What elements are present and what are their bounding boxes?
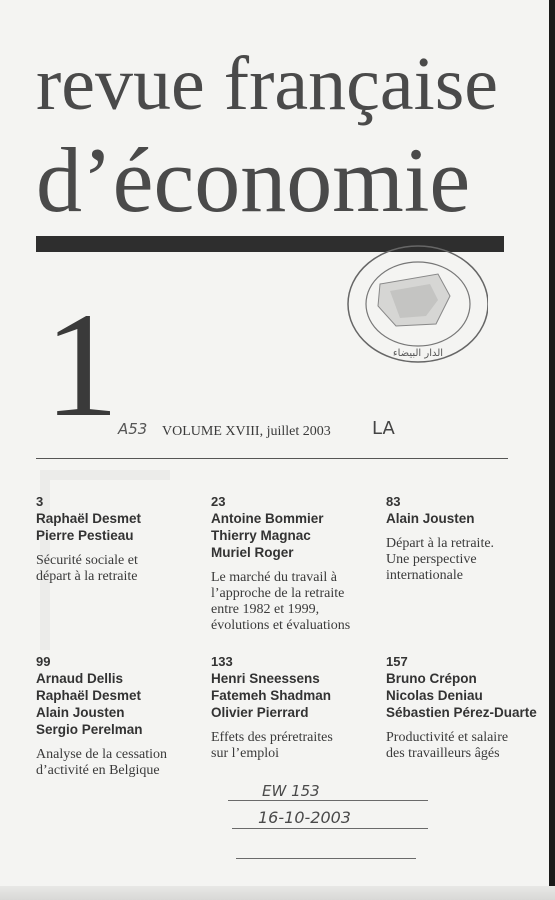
article-title-line: Le marché du travail à <box>211 570 337 585</box>
divider-rule <box>36 458 508 459</box>
article-author: Raphaël Desmet <box>36 688 142 703</box>
page-bottom-edge <box>0 886 555 900</box>
page-edge-shadow <box>549 0 555 900</box>
article-author: Alain Jousten <box>36 705 125 720</box>
issue-number: 1 <box>44 282 119 448</box>
article-author: Alain Jousten <box>386 511 475 526</box>
article-title-line: des travailleurs âgés <box>386 746 500 761</box>
article-author: Muriel Roger <box>211 545 294 560</box>
article-page-number: 99 <box>36 654 51 669</box>
article-author: Bruno Crépon <box>386 671 477 686</box>
article-page-number: 23 <box>211 494 226 509</box>
article-page-number: 157 <box>386 654 408 669</box>
article-author: Henri Sneessens <box>211 671 320 686</box>
article-author: Raphaël Desmet <box>36 511 142 526</box>
article-page-number: 133 <box>211 654 233 669</box>
journal-title-line1: revue française <box>36 42 499 126</box>
article-author: Sergio Perelman <box>36 722 143 737</box>
handwriting-underline <box>236 858 416 859</box>
article-author: Thierry Magnac <box>211 528 311 543</box>
article-author: Arnaud Dellis <box>36 671 124 686</box>
article-title <box>211 570 381 634</box>
handwritten-note-right: LA <box>372 418 395 439</box>
article-entry <box>386 654 551 762</box>
article-title-line: l’approche de la retraite <box>211 586 345 601</box>
handwritten-date: 16-10-2003 <box>258 808 351 827</box>
article-title <box>386 730 551 762</box>
article-title <box>211 730 381 762</box>
article-title-line: Analyse de la cessation <box>36 747 168 762</box>
article-title-line: Une perspective <box>386 552 477 567</box>
article-entry <box>211 494 381 634</box>
article-author: Olivier Pierrard <box>211 705 309 720</box>
article-title-line: d’activité en Belgique <box>36 763 160 778</box>
article-title-line: Sécurité sociale et <box>36 553 138 568</box>
article-title <box>36 747 206 779</box>
article-page-number: 3 <box>36 494 44 509</box>
article-page-number: 83 <box>386 494 401 509</box>
article-author: Nicolas Deniau <box>386 688 483 703</box>
article-title-line: Effets des préretraites <box>211 730 333 745</box>
article-title-line: évolutions et évaluations <box>211 618 351 633</box>
article-title-line: internationale <box>386 568 463 583</box>
article-author: Sébastien Pérez-Duarte <box>386 705 537 720</box>
journal-title-line2: d’économie <box>36 129 471 231</box>
stamp-text: الدار البيضاء <box>392 348 444 359</box>
article-title-line: sur l’emploi <box>211 746 280 761</box>
article-entry <box>36 494 206 585</box>
article-entry <box>36 654 206 779</box>
article-entry <box>386 494 555 584</box>
handwritten-register-number: EW 153 <box>262 782 320 800</box>
article-author: Antoine Bommier <box>211 511 324 526</box>
article-title-line: Productivité et salaire <box>386 730 509 745</box>
article-title-line: Départ à la retraite. <box>386 536 495 551</box>
article-title-line: entre 1982 et 1999, <box>211 602 320 617</box>
article-title <box>36 553 206 585</box>
article-entry <box>211 654 381 762</box>
article-author: Pierre Pestieau <box>36 528 134 543</box>
article-title <box>386 536 555 584</box>
handwriting-underline <box>232 828 428 829</box>
article-author: Fatemeh Shadman <box>211 688 332 703</box>
handwriting-underline <box>228 800 428 801</box>
handwritten-note-left: A53 <box>118 420 148 438</box>
volume-line: VOLUME XVIII, juillet 2003 <box>162 424 331 439</box>
library-stamp-icon <box>338 236 488 366</box>
article-title-line: départ à la retraite <box>36 569 138 584</box>
